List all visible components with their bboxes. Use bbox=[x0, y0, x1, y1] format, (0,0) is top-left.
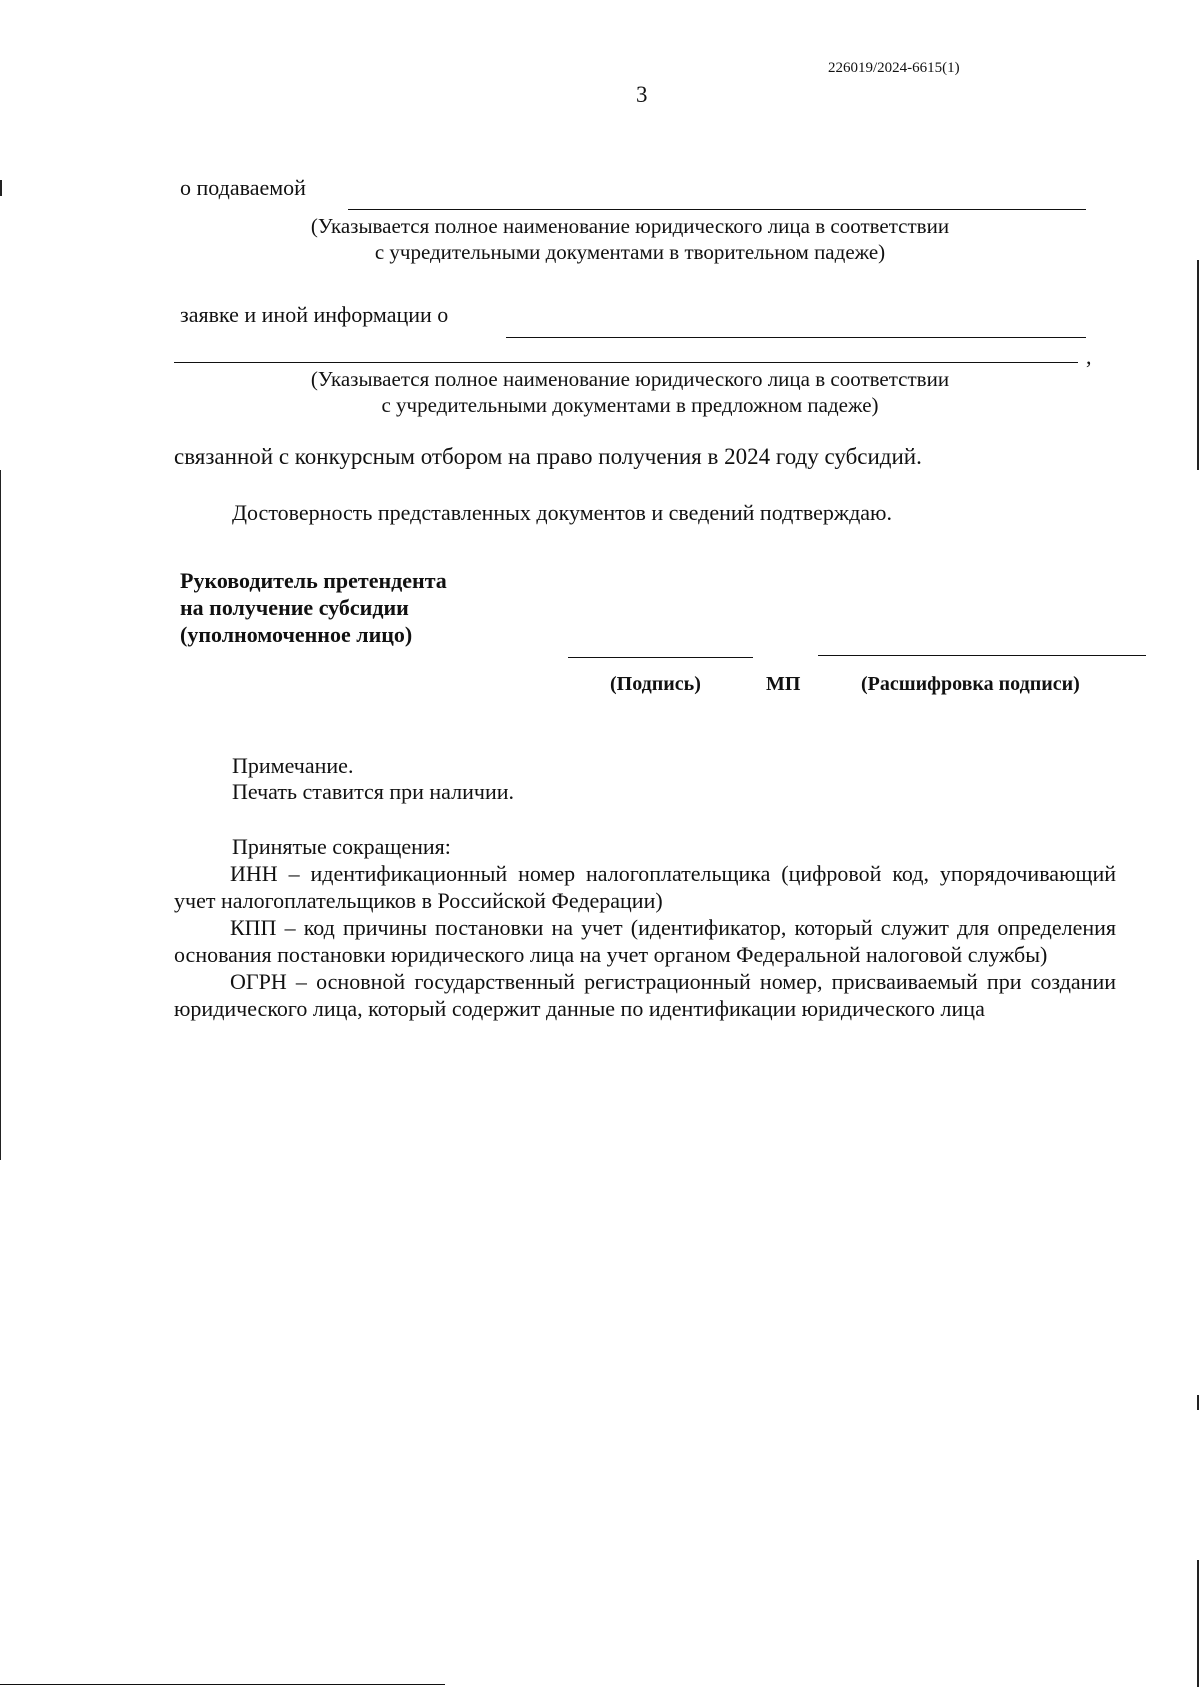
scan-edge-mark bbox=[1197, 1395, 1199, 1410]
scan-edge-mark bbox=[0, 1684, 445, 1685]
role-line: (уполномоченное лицо) bbox=[180, 622, 413, 647]
abbreviations-title: Принятые сокращения: bbox=[232, 834, 451, 859]
scan-edge-mark bbox=[1197, 1560, 1199, 1687]
note-text: Печать ставится при наличии. bbox=[232, 779, 514, 804]
hint-line: с учредительными документами в предложном падеже) bbox=[381, 393, 879, 417]
abbreviation-ogrn: ОГРН – основной государственный регистрационный номер, присваиваемый при создании юридического лица, который содержит данные по идентификации юридического лица bbox=[174, 969, 1116, 1021]
page-number: 3 bbox=[636, 82, 648, 107]
statement-text: связанной с конкурсным отбором на право получения в 2024 году субсидий. bbox=[174, 444, 922, 469]
confirmation-text: Достоверность представленных документов и сведений подтверждаю. bbox=[232, 500, 892, 525]
fill-line bbox=[174, 362, 1078, 363]
role-line: Руководитель претендента bbox=[180, 568, 447, 593]
abbreviation-kpp: КПП – код причины постановки на учет (идентификатор, который служит для определения основания постановки юридического лица на учет органом Федеральной налоговой службы) bbox=[174, 915, 1116, 967]
scan-edge-mark bbox=[0, 470, 1, 1160]
scan-edge-mark bbox=[1197, 260, 1199, 470]
role-line: на получение субсидии bbox=[180, 595, 409, 620]
line2-label: заявке и иной информации о bbox=[180, 302, 449, 327]
hint-line: с учредительными документами в творительном падеже) bbox=[374, 240, 886, 264]
comma: , bbox=[1086, 344, 1092, 369]
document-number: 226019/2024-6615(1) bbox=[828, 60, 960, 76]
signature-label: (Подпись) bbox=[610, 673, 701, 695]
note-title: Примечание. bbox=[232, 753, 354, 778]
abbreviations-list bbox=[174, 860, 1116, 1022]
fill-line bbox=[348, 209, 1086, 210]
decoding-label: (Расшифровка подписи) bbox=[861, 673, 1080, 695]
signatory-role bbox=[180, 567, 447, 648]
fill-line bbox=[506, 337, 1086, 338]
hint-line: (Указывается полное наименование юридического лица в соответствии bbox=[310, 214, 950, 238]
hint-prepositional-case bbox=[260, 366, 1000, 418]
abbreviation-inn: ИНН – идентификационный номер налогоплательщика (цифровой код, упорядочивающий учет налогоплательщиков в Российской Федерации) bbox=[174, 861, 1116, 913]
decoding-line bbox=[818, 655, 1146, 656]
stamp-label: МП bbox=[766, 673, 801, 695]
signature-line bbox=[568, 657, 753, 658]
scan-edge-mark bbox=[0, 180, 2, 196]
hint-line: (Указывается полное наименование юридического лица в соответствии bbox=[310, 367, 950, 391]
hint-instrumental-case bbox=[260, 213, 1000, 265]
line1-label: о подаваемой bbox=[180, 175, 306, 200]
